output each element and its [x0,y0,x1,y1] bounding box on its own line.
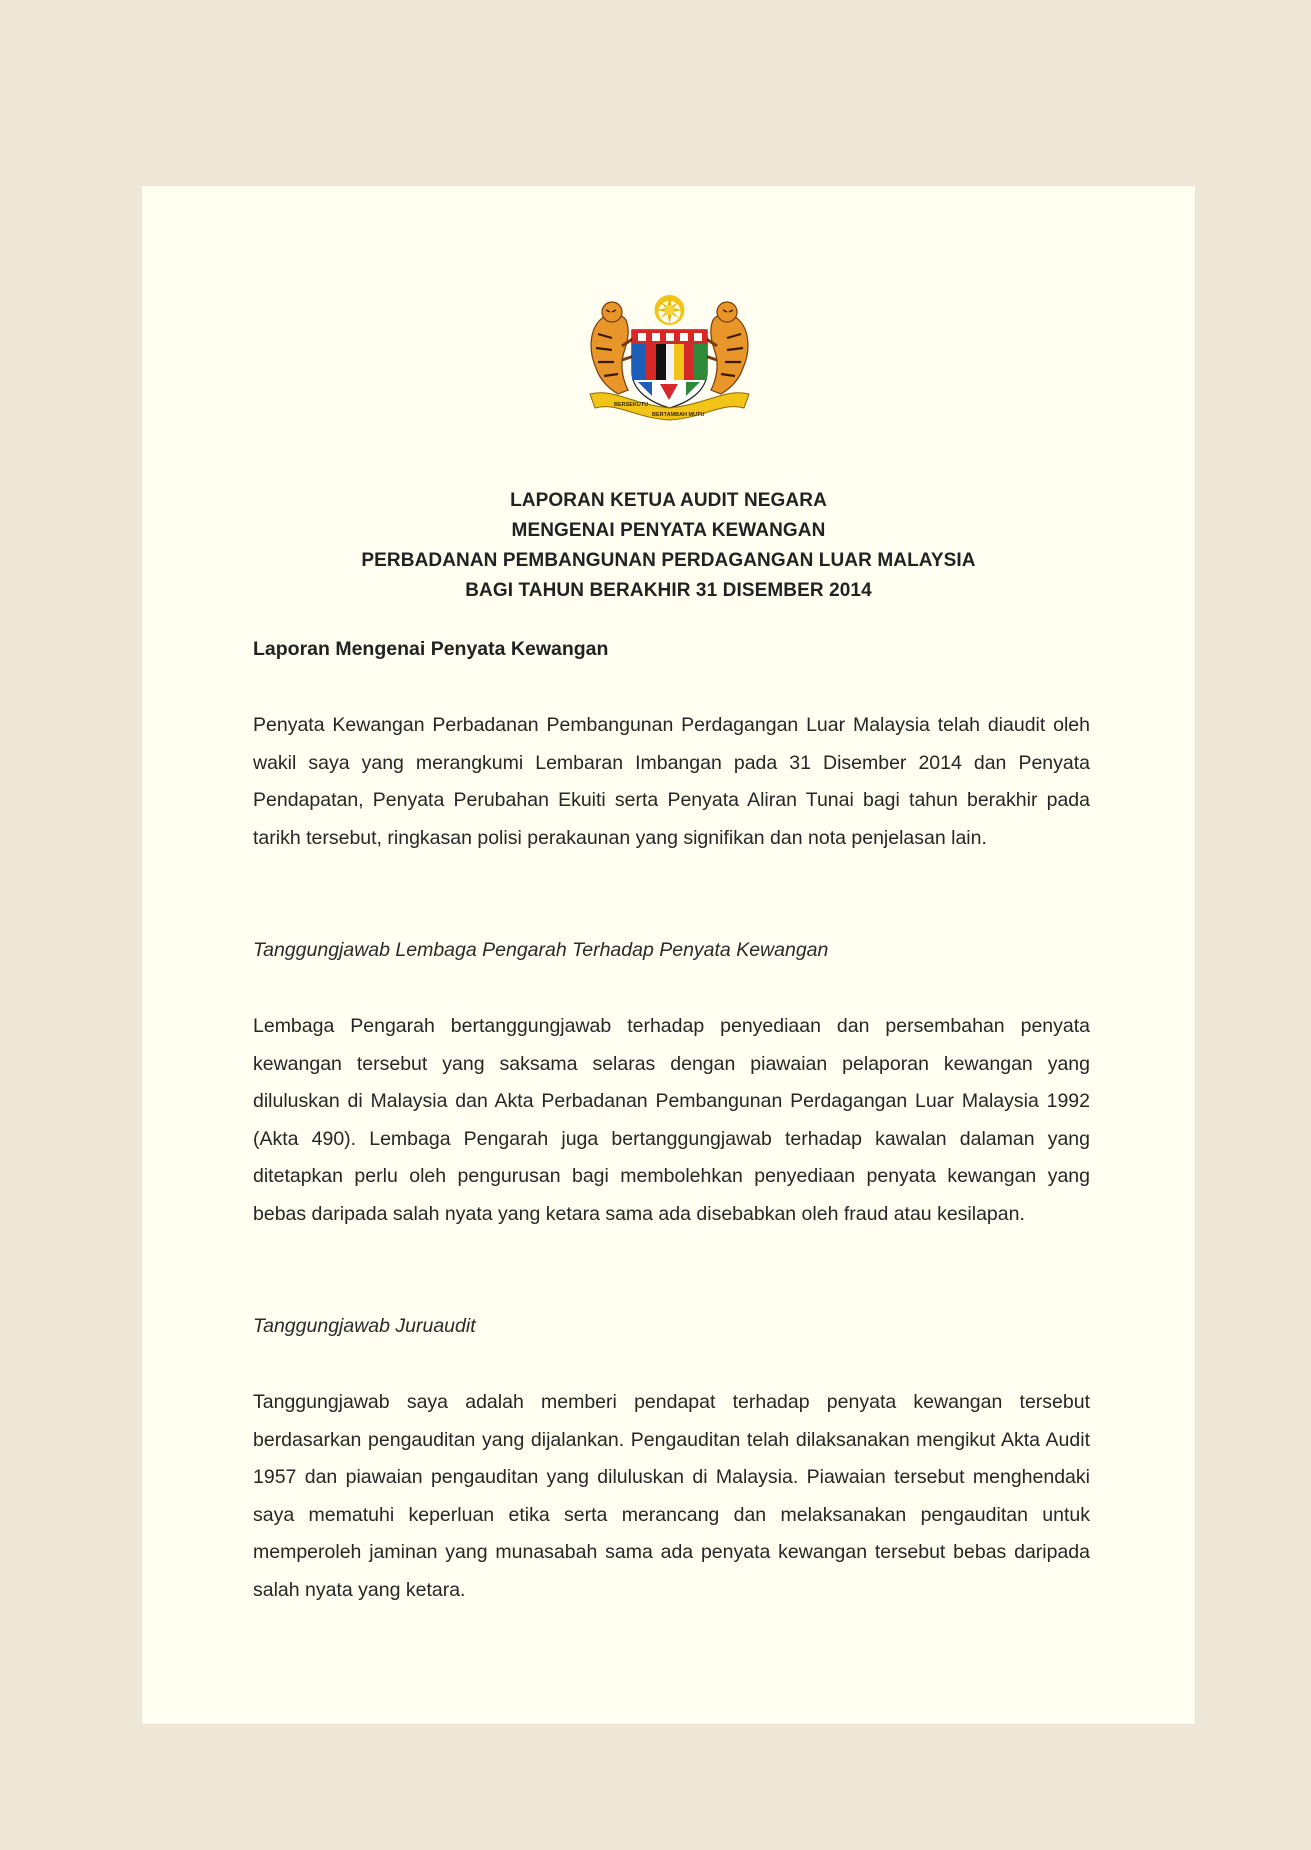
crest-scroll-left: BERSEKUTU [614,402,649,408]
right-tiger-icon [705,302,748,394]
crest-scroll-right: BERTAMBAH MUTU [652,412,705,418]
crescent-star-icon [655,295,685,325]
title-line-4: BAGI TAHUN BERAKHIR 31 DISEMBER 2014 [465,580,872,601]
shield-icon [632,330,707,408]
paragraph-report: Penyata Kewangan Perbadanan Pembangunan Perdagangan Luar Malaysia telah diaudit oleh wakil saya yang merangkumi Lembaran Imbangan pada 31 Disember 2014 dan Penyata Pendapatan, Penyata Perubahan Ekuiti serta Penyata Aliran Tunai bagi tahun berakhir pada tarikh tersebut, ringkasan polisi perakaunan yang signifikan dan nota penjelasan lain. [253,714,1090,849]
title-line-3: PERBADANAN PEMBANGUNAN PERDAGANGAN LUAR MALAYSIA [361,550,976,571]
title-line-1: LAPORAN KETUA AUDIT NEGARA [510,490,827,511]
title-line-2: MENGENAI PENYATA KEWANGAN [511,520,826,541]
document-page [142,186,1195,1724]
left-tiger-icon [591,302,634,394]
section-heading-board-responsibility: Tanggungjawab Lembaga Pengarah Terhadap Penyata Kewangan [253,939,829,961]
section-heading-report: Laporan Mengenai Penyata Kewangan [253,638,609,660]
document-title [142,486,1195,606]
coat-of-arms-emblem [582,290,757,422]
paragraph-auditor-responsibility: Tanggungjawab saya adalah memberi pendapat terhadap penyata kewangan tersebut berdasarkan pengauditan yang dijalankan. Pengauditan telah dilaksanakan mengikut Akta Audit 1957 dan piawaian pengauditan yang diluluskan di Malaysia. Piawaian tersebut menghendaki saya mematuhi keperluan etika serta merancang dan melaksanakan pengauditan untuk memperoleh jaminan yang munasabah sama ada penyata kewangan tersebut bebas daripada salah nyata yang ketara. [253,1391,1090,1601]
paragraph-board-responsibility: Lembaga Pengarah bertanggungjawab terhadap penyediaan dan persembahan penyata kewangan tersebut yang saksama selaras dengan piawaian pelaporan kewangan yang diluluskan di Malaysia dan Akta Perbadanan Pembangunan Perdagangan Luar Malaysia 1992 (Akta 490). Lembaga Pengarah juga bertanggungjawab terhadap kawalan dalaman yang ditetapkan perlu oleh pengurusan bagi membolehkan penyediaan penyata kewangan yang bebas daripada salah nyata yang ketara sama ada disebabkan oleh fraud atau kesilapan. [253,1015,1090,1225]
section-heading-auditor-responsibility: Tanggungjawab Juruaudit [253,1315,476,1337]
